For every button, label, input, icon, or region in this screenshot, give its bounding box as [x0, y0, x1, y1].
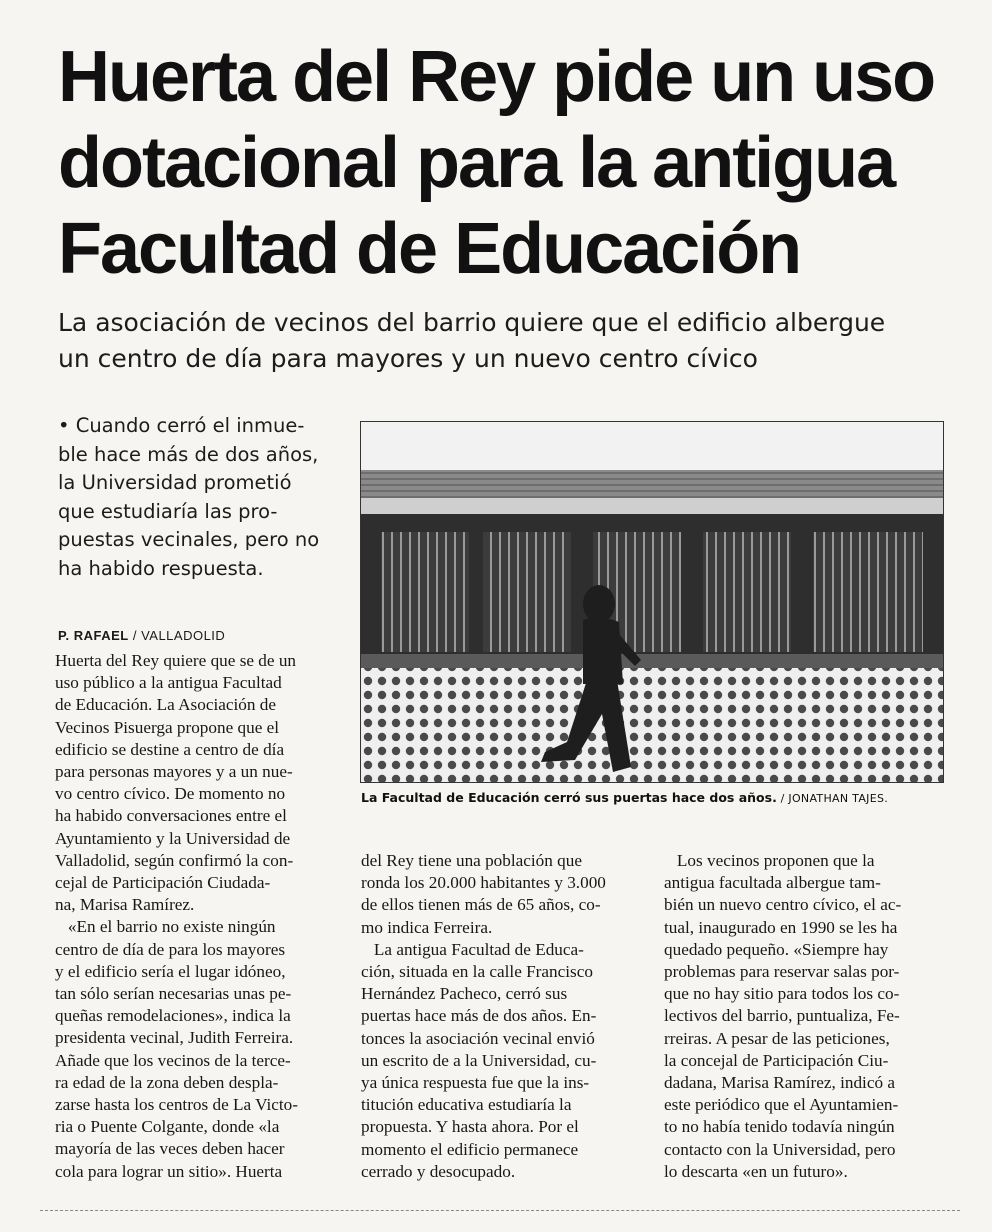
body-line: tual, inaugurado en 1990 se les ha — [664, 917, 898, 937]
headline-line: dotacional para la antigua — [58, 123, 895, 203]
body-line: ra edad de la zona deben despla- — [55, 1072, 279, 1092]
body-line: de Educación. La Asociación de — [55, 695, 276, 715]
bottom-rule — [40, 1210, 960, 1211]
body-line: este periódico que el Ayuntamien- — [664, 1095, 899, 1115]
body-line: la concejal de Participación Ciu- — [664, 1050, 889, 1070]
body-line: problemas para reservar salas por- — [664, 962, 900, 982]
body-line: bién un nuevo centro cívico, el ac- — [664, 895, 902, 915]
body-line: La antigua Facultad de Educa- — [361, 939, 584, 959]
byline-location: VALLADOLID — [141, 628, 226, 643]
highlight-line: ha habido respuesta. — [58, 556, 264, 580]
building-photo-image — [361, 422, 943, 782]
body-line: tan sólo serían necesarias unas pe- — [55, 984, 292, 1004]
body-line: vo centro cívico. De momento no — [55, 784, 286, 804]
body-line: lo descarta «en un futuro». — [664, 1161, 848, 1181]
body-line: ha habido conversaciones entre el — [55, 806, 287, 826]
body-line: Ayuntamiento y la Universidad de — [55, 828, 291, 848]
body-line: zarse hasta los centros de La Victo- — [55, 1095, 298, 1115]
body-line: ria o Puente Colgante, donde «la — [55, 1117, 280, 1137]
body-line: Los vecinos proponen que la — [664, 851, 875, 870]
caption-text: La Facultad de Educación cerró sus puertas hace dos años. — [361, 790, 777, 805]
subheadline — [58, 305, 938, 377]
body-line: Valladolid, según confirmó la con- — [55, 850, 294, 870]
body-line: dadana, Marisa Ramírez, indicó a — [664, 1073, 895, 1093]
highlight-line: • Cuando cerró el inmue- — [58, 414, 305, 437]
building-photo — [360, 421, 944, 783]
body-line: queñas remodelaciones», indica la — [55, 1006, 291, 1026]
photo-caption — [361, 790, 961, 805]
body-line: mayoría de las veces deben hacer — [55, 1139, 285, 1159]
body-line: Añade que los vecinos de la terce- — [55, 1050, 291, 1070]
body-line: ción, situada en la calle Francisco — [361, 962, 593, 982]
headline-line: Huerta del Rey pide un uso — [58, 37, 935, 117]
subheadline-line: La asociación de vecinos del barrio quiere que el edificio albergue — [58, 308, 886, 337]
body-line: centro de día de para los mayores — [55, 939, 286, 959]
body-line: momento el edificio permanece — [361, 1139, 579, 1159]
body-line: ronda los 20.000 habitantes y 3.000 — [361, 873, 606, 893]
body-line: ya única respuesta fue que la ins- — [361, 1073, 590, 1093]
body-line: lectivos del barrio, puntualiza, Fe- — [664, 1006, 900, 1026]
body-line: antigua facultada albergue tam- — [664, 873, 881, 893]
body-line: titución educativa estudiaría la — [361, 1095, 572, 1115]
body-line: edificio se destine a centro de día — [55, 739, 285, 759]
body-line: na, Marisa Ramírez. — [55, 895, 195, 915]
headline — [58, 34, 958, 292]
body-line: cola para lograr un sitio». Huerta — [55, 1161, 283, 1181]
body-line: contacto con la Universidad, pero — [664, 1139, 896, 1159]
body-line: Hernández Pacheco, cerró sus — [361, 984, 568, 1004]
subheadline-line: un centro de día para mayores y un nuevo centro cívico — [58, 344, 758, 373]
body-line: y el edificio sería el lugar idóneo, — [55, 961, 286, 981]
article-column-2 — [361, 850, 646, 1183]
photo-credit: / JONATHAN TAJES. — [776, 792, 889, 805]
body-line: Vecinos Pisuerga propone que el — [55, 717, 280, 737]
body-line: cejal de Participación Ciudada- — [55, 873, 271, 893]
body-line: Huerta del Rey quiere que se de un — [55, 651, 297, 670]
body-line: rreiras. A pesar de las peticiones, — [664, 1028, 890, 1048]
highlight-line: ble hace más de dos años, — [58, 442, 319, 466]
body-line: cerrado y desocupado. — [361, 1161, 516, 1181]
highlight-line: que estudiaría las pro- — [58, 499, 278, 523]
article-column-1 — [55, 650, 340, 1183]
body-line: de ellos tienen más de 65 años, co- — [361, 895, 601, 915]
body-line: que no hay sitio para todos los co- — [664, 984, 900, 1004]
highlight-line: la Universidad prometió — [58, 471, 292, 494]
body-line: un escrito de a la Universidad, cu- — [361, 1050, 597, 1070]
byline-separator: / — [128, 628, 142, 643]
body-line: quedado pequeño. «Siempre hay — [664, 939, 889, 959]
body-line: presidenta vecinal, Judith Ferreira. — [55, 1028, 294, 1048]
body-line: mo indica Ferreira. — [361, 917, 493, 937]
body-line: puertas hace más de dos años. En- — [361, 1006, 597, 1026]
body-line: uso público a la antigua Facultad — [55, 673, 282, 693]
highlight-summary — [58, 412, 333, 583]
byline-author: P. RAFAEL — [58, 628, 129, 643]
body-line: para personas mayores y a un nue- — [55, 762, 293, 782]
highlight-line: puestas vecinales, pero no — [58, 528, 320, 551]
byline — [58, 628, 225, 643]
body-line: to no había tenido todavía ningún — [664, 1117, 895, 1137]
body-line: propuesta. Y hasta ahora. Por el — [361, 1117, 579, 1137]
body-line: del Rey tiene una población que — [361, 851, 582, 870]
headline-line: Facultad de Educación — [58, 209, 801, 289]
body-line: «En el barrio no existe ningún — [55, 917, 276, 937]
article-column-3 — [664, 850, 949, 1183]
body-line: tonces la asociación vecinal envió — [361, 1028, 595, 1048]
